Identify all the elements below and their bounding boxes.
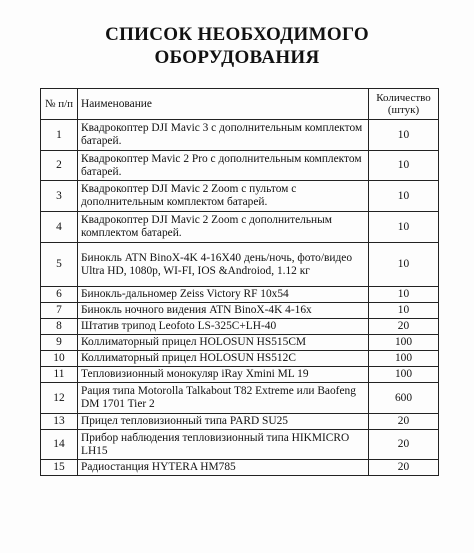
row-number: 4: [41, 212, 78, 243]
row-quantity: 20: [369, 460, 439, 476]
table-row: [41, 430, 439, 460]
row-quantity: 100: [369, 351, 439, 367]
row-number: 2: [41, 151, 78, 181]
header-quantity-line1: Количество: [376, 92, 431, 104]
row-number: 1: [41, 120, 78, 151]
row-quantity: 100: [369, 335, 439, 351]
row-quantity: 600: [369, 383, 439, 414]
row-number: 13: [41, 414, 78, 430]
row-number: 14: [41, 430, 78, 460]
row-name: Квадрокоптер DJI Mavic 3 с дополнительным комплектом батарей.: [78, 120, 369, 151]
row-quantity: 10: [369, 287, 439, 303]
row-name: Коллиматорный прицел HOLOSUN HS515CM: [78, 335, 369, 351]
table-row: [41, 303, 439, 319]
row-quantity: 100: [369, 367, 439, 383]
row-number: 5: [41, 243, 78, 287]
row-name: Бинокль ATN BinoX-4K 4-16X40 день/ночь, фото/видео Ultra HD, 1080p, WI-FI, IOS &Androiod, 1.12 кг: [78, 243, 369, 287]
row-name: Квадрокоптер Mavic 2 Pro с дополнительным комплектом батарей.: [78, 151, 369, 181]
header-number: № п/п: [41, 89, 78, 120]
header-quantity-line2: (штук): [387, 104, 420, 116]
row-name: Бинокль ночного видения ATN BinoX-4K 4-16x: [78, 303, 369, 319]
row-quantity: 10: [369, 120, 439, 151]
table-row: [41, 367, 439, 383]
row-name: Штатив трипод Leofoto LS-325C+LH-40: [78, 319, 369, 335]
row-name: Прибор наблюдения тепловизионный типа HIKMICRO LH15: [78, 430, 369, 460]
table-row: [41, 243, 439, 287]
row-name: Прицел тепловизионный типа PARD SU25: [78, 414, 369, 430]
row-name: Бинокль-дальномер Zeiss Victory RF 10x54: [78, 287, 369, 303]
table-row: [41, 120, 439, 151]
row-number: 3: [41, 181, 78, 212]
table-row: [41, 383, 439, 414]
table-row: [41, 212, 439, 243]
row-number: 10: [41, 351, 78, 367]
row-name: Коллиматорный прицел HOLOSUN HS512C: [78, 351, 369, 367]
row-name: Тепловизионный монокуляр iRay Xmini ML 19: [78, 367, 369, 383]
row-quantity: 10: [369, 303, 439, 319]
row-quantity: 10: [369, 243, 439, 287]
equipment-table: [40, 88, 439, 476]
header-quantity: [369, 89, 439, 120]
row-name: Квадрокоптер DJI Mavic 2 Zoom с пультом с дополнительным комплектом батарей.: [78, 181, 369, 212]
row-name: Квадрокоптер DJI Mavic 2 Zoom с дополнительным комплектом батарей.: [78, 212, 369, 243]
row-quantity: 20: [369, 430, 439, 460]
row-name: Радиостанция HYTERA HM785: [78, 460, 369, 476]
row-quantity: 20: [369, 319, 439, 335]
table-header-row: [41, 89, 439, 120]
table-row: [41, 287, 439, 303]
row-quantity: 10: [369, 181, 439, 212]
row-number: 9: [41, 335, 78, 351]
row-quantity: 10: [369, 151, 439, 181]
table-row: [41, 151, 439, 181]
row-number: 7: [41, 303, 78, 319]
row-name: Рация типа Motorolla Talkabout T82 Extreme или Baofeng DM 1701 Tier 2: [78, 383, 369, 414]
row-quantity: 20: [369, 414, 439, 430]
table-row: [41, 460, 439, 476]
table-row: [41, 351, 439, 367]
row-number: 12: [41, 383, 78, 414]
table-row: [41, 335, 439, 351]
row-number: 15: [41, 460, 78, 476]
table-row: [41, 414, 439, 430]
row-quantity: 10: [369, 212, 439, 243]
row-number: 11: [41, 367, 78, 383]
row-number: 6: [41, 287, 78, 303]
table-row: [41, 319, 439, 335]
header-name: Наименование: [78, 89, 369, 120]
table-row: [41, 181, 439, 212]
row-number: 8: [41, 319, 78, 335]
document-title-line2: ОБОРУДОВАНИЯ: [154, 47, 320, 68]
document-title-line1: СПИСОК НЕОБХОДИМОГО: [105, 24, 369, 45]
